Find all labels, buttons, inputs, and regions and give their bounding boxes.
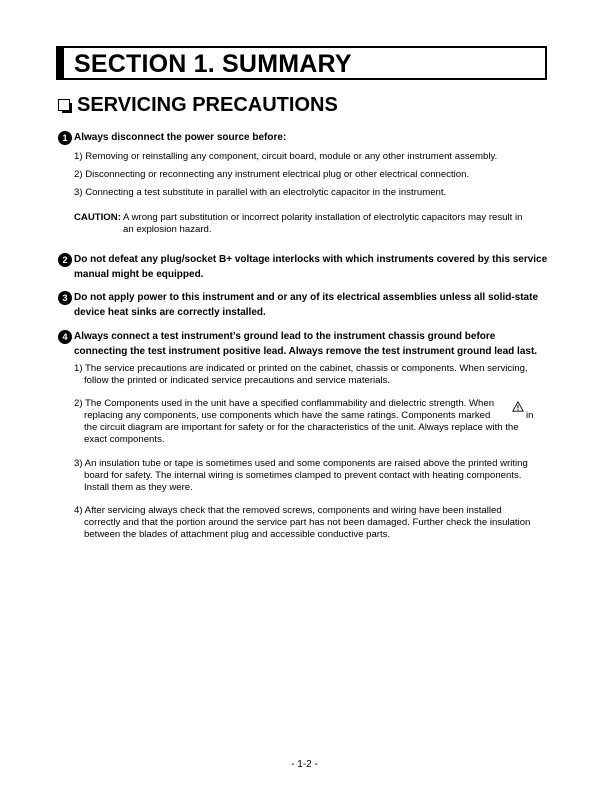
item-4-sub-4-line-2: correctly and that the portion around the service part has not been damaged. Further check the insulation <box>84 517 531 528</box>
item-1-sub-3: 3) Connecting a test substitute in parallel with an electrolytic capacitor in the instrument. <box>74 187 447 198</box>
item-2-heading-line-1: Do not defeat any plug/socket B+ voltage interlocks with which instruments covered by this service <box>74 254 548 265</box>
subsection-heading <box>58 93 338 117</box>
item-3-heading-line-1: Do not apply power to this instrument and or any of its electrical assemblies unless all solid-state <box>74 292 538 303</box>
page-number: - 1-2 - <box>291 759 318 770</box>
item-4-sub-2-line-4: exact components. <box>84 434 165 445</box>
bullet-3-icon: 3 <box>58 291 72 305</box>
bullet-4-icon: 4 <box>58 330 72 344</box>
caution-label: CAUTION: <box>74 212 121 223</box>
item-4-sub-4-line-3: between the blades of attachment plug and accessible conductive parts. <box>84 529 391 540</box>
bullet-2-icon: 2 <box>58 253 72 267</box>
item-2-heading-line-2: manual might be equipped. <box>74 269 204 280</box>
caution-text: A wrong part substitution or incorrect polarity installation of electrolytic capacitors may result in <box>123 212 523 223</box>
item-4-sub-3-line-3: Install them as they were. <box>84 482 193 493</box>
item-4-sub-1-line-2: follow the printed or indicated service precautions and service materials. <box>84 375 391 386</box>
item-4-sub-1-line-1: 1) The service precautions are indicated or printed on the cabinet, chassis or components. When servicing, <box>74 363 528 374</box>
item-4-heading-line-2: connecting the test instrument positive lead. Always remove the test instrument ground lead last. <box>74 346 538 357</box>
subsection-title: SERVICING PRECAUTIONS <box>77 94 338 116</box>
item-1-sub-1: 1) Removing or reinstalling any component, circuit board, module or any other instrument assembly. <box>74 151 498 162</box>
section-title: SECTION 1. SUMMARY <box>74 50 352 78</box>
item-3-heading-line-2: device heat sinks are correctly installed. <box>74 307 266 318</box>
section-header <box>56 46 547 80</box>
item-4-sub-2-line-2: replacing any components, use components which have the same ratings. Components marked <box>84 410 491 421</box>
checkbox-icon <box>58 99 70 111</box>
item-4-sub-2-line-3: the circuit diagram are important for safety or for the characteristics of the unit. Always replace with the <box>84 422 519 433</box>
bullet-1-icon: 1 <box>58 131 72 145</box>
item-1-sub-2: 2) Disconnecting or reconnecting any instrument electrical plug or other electrical connection. <box>74 169 470 180</box>
item-4-sub-2-line-1: 2) The Components used in the unit have a specified conflammability and dielectric strength. When <box>74 398 495 409</box>
caution-line-2: an explosion hazard. <box>123 224 212 235</box>
item-4-sub-3-line-1: 3) An insulation tube or tape is sometimes used and some components are raised above the printed writing <box>74 458 528 469</box>
item-4-sub-2-in: in <box>526 410 534 421</box>
item-1-heading: Always disconnect the power source before: <box>74 132 287 143</box>
warning-triangle-icon <box>512 401 524 412</box>
item-4-sub-4-line-1: 4) After servicing always check that the removed screws, components and wiring have been installed <box>74 505 502 516</box>
item-4-sub-3-line-2: board for safety. The internal wiring is sometimes clamped to prevent contact with heating components. <box>84 470 522 481</box>
caution-line-1 <box>74 212 522 224</box>
item-4-heading-line-1: Always connect a test instrument’s ground lead to the instrument chassis ground before <box>74 331 496 342</box>
